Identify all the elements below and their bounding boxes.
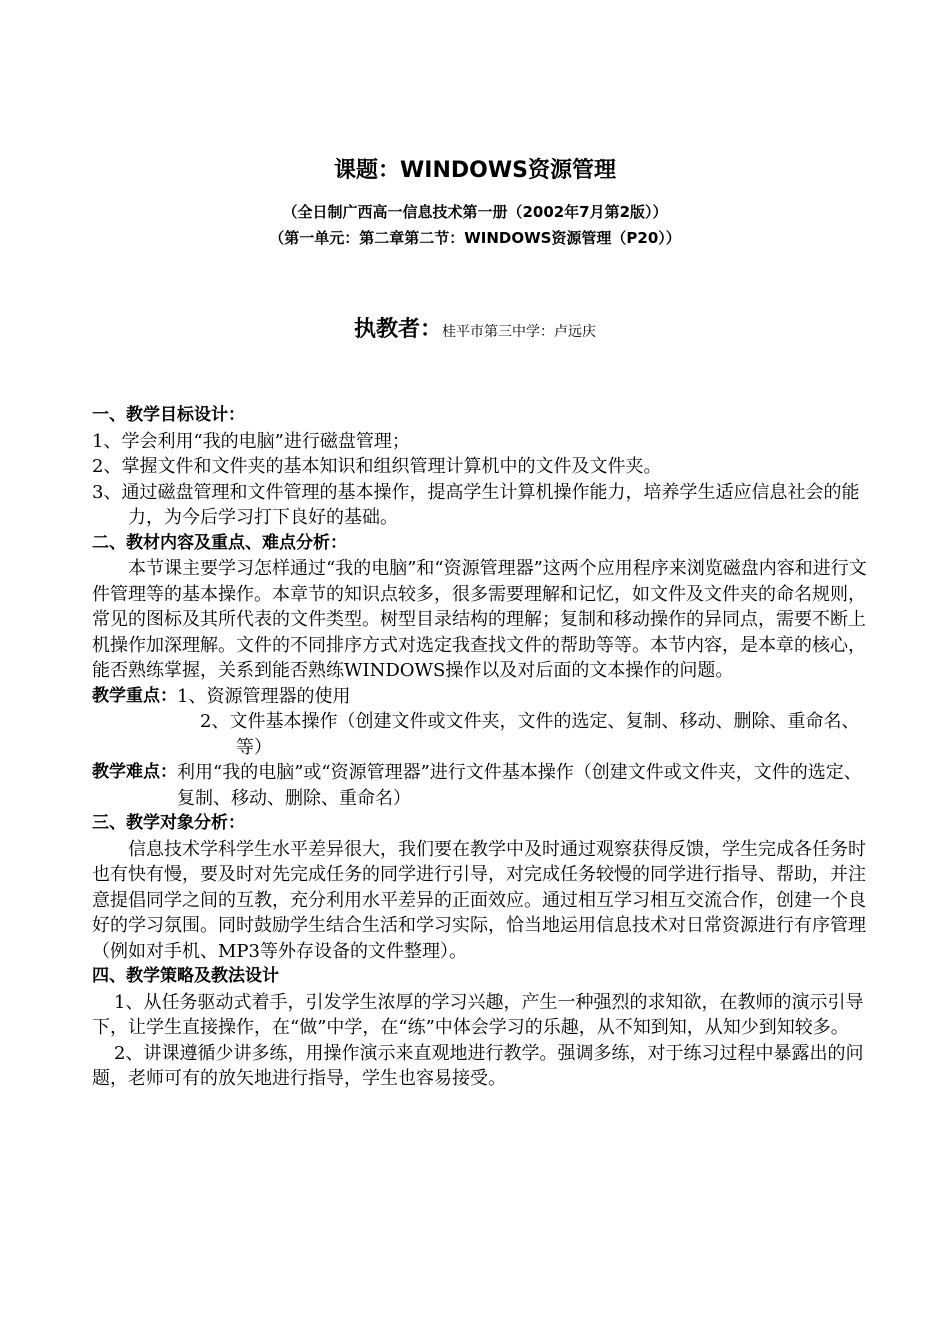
- strategy-paragraph: 2、讲课遵循少讲多练，用操作演示来直观地进行教学。强调多练，对于练习过程中暴露出的问题，老师可有的放矢地进行指导，学生也容易接受。: [92, 1042, 864, 1089]
- students-paragraph: 信息技术学科学生水平差异很大，我们要在教学中及时通过观察获得反馈，学生完成各任务时也有快有慢，要及时对先完成任务的同学进行引导，对完成任务较慢的同学进行指导、帮助，并注意提倡同学之间的互教，充分利用水平差异的正面效应。通过相互学习相互交流合作，创建一个良好的学习氛围。同时鼓励学生结合生活和学习实际，恰当地运用信息技术对日常资源进行有序管理（例如对手机、MP3等外存设备的文件整理）。: [92, 838, 866, 962]
- section-heading-content: 二、教材内容及重点、难点分析：: [92, 532, 347, 553]
- unit-subtitle: （第一单元：第二章第二节：WINDOWS资源管理（P20））: [269, 229, 681, 247]
- key-point-item: 1、资源管理器的使用: [177, 685, 351, 707]
- objective-item: 3、通过磁盘管理和文件管理的基本操作，提高学生计算机操作能力，培养学生适应信息社会的能力，为今后学习打下良好的基础。: [92, 481, 860, 528]
- difficulty-row: [92, 760, 867, 811]
- content-paragraph: 本节课主要学习怎样通过“我的电脑”和“资源管理器”这两个应用程序来浏览磁盘内容和进行文件管理等的基本操作。本章节的知识点较多，很多需要理解和记忆，如文件及文件夹的命名规则，常见的图标及其所代表的文件类型。树型目录结构的理解；复制和移动操作的异同点，需要不断上机操作加深理解。文件的不同排序方式对选定我查找文件的帮助等等。本节内容，是本章的核心，能否熟练掌握，关系到能否熟练WINDOWS操作以及对后面的文本操作的问题。: [92, 558, 867, 681]
- section-heading-students: 三、教学对象分析：: [92, 813, 245, 833]
- teacher-label: 执教者：: [353, 317, 442, 342]
- objective-item: 1、学会利用“我的电脑”进行磁盘管理；: [92, 430, 410, 452]
- key-points-row: [92, 684, 867, 710]
- strategy-paragraph: 1、从任务驱动式着手，引发学生浓厚的学习兴趣，产生一种强烈的求知欲，在教师的演示引导下，让学生直接操作，在“做”中学，在“练”中体会学习的乐趣，从不知到知，从知少到知较多。: [92, 991, 864, 1038]
- difficulty-label: 教学难点：: [92, 762, 177, 782]
- document-title: 课题：WINDOWS资源管理: [334, 158, 616, 183]
- textbook-subtitle: （全日制广西高一信息技术第一册（2002年7月第2版））: [282, 203, 668, 221]
- key-points-label: 教学重点：: [92, 685, 177, 706]
- difficulty-text: 利用“我的电脑”或“资源管理器”进行文件基本操作（创建文件或文件夹，文件的选定、复制、移动、删除、重命名）: [177, 762, 862, 809]
- teacher-name: 桂平市第三中学：卢远庆: [442, 324, 596, 340]
- document-body: [92, 403, 867, 1092]
- section-heading-objectives: 一、教学目标设计：: [92, 405, 245, 425]
- key-points-row-2: [92, 709, 867, 760]
- teacher-line: [0, 312, 950, 350]
- key-point-item: 2、文件基本操作（创建文件或文件夹，文件的选定、复制、移动、删除、重命名、等）: [200, 711, 860, 758]
- section-heading-strategy: 四、教学策略及教法设计: [92, 966, 279, 986]
- objective-item: 2、掌握文件和文件夹的基本知识和组织管理计算机中的文件及文件夹。: [92, 456, 662, 477]
